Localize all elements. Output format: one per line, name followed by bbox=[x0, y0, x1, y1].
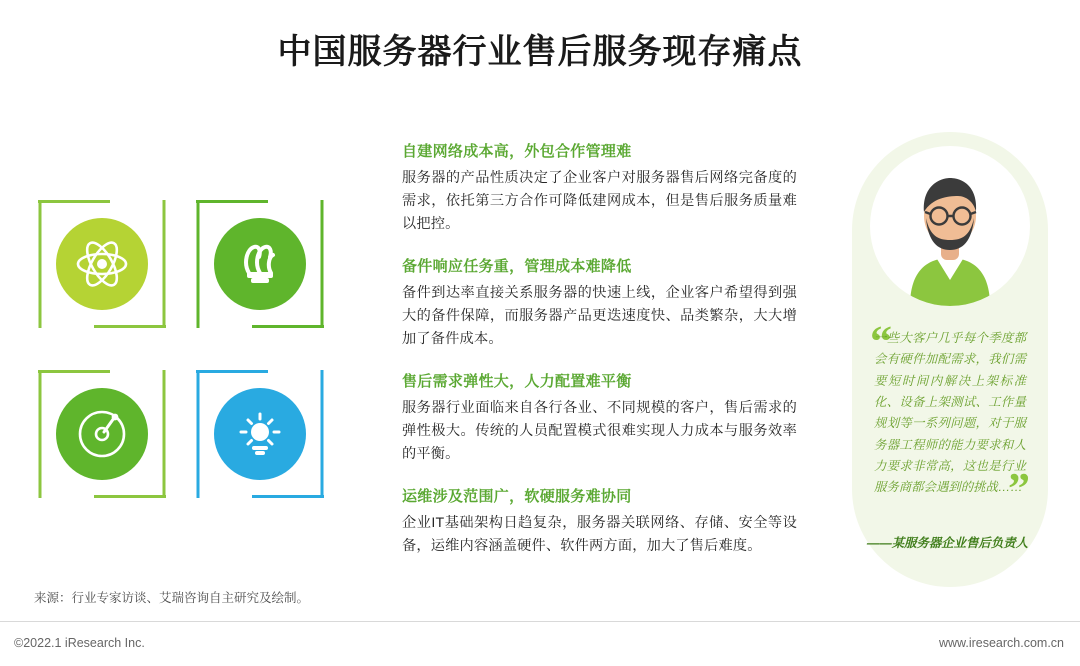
page-title: 中国服务器行业售后服务现存痛点 bbox=[277, 33, 803, 71]
avatar bbox=[870, 146, 1030, 306]
lamp-light-icon bbox=[214, 388, 306, 480]
pain-point-heading: 运维涉及范围广，软硬服务难协同 bbox=[402, 488, 632, 505]
icon-cell-atom bbox=[38, 200, 166, 328]
pain-point-heading: 备件响应任务重，管理成本难降低 bbox=[402, 258, 632, 275]
icon-cell-disk bbox=[38, 370, 166, 498]
quote-panel bbox=[852, 132, 1048, 587]
pain-point-body: 服务器行业面临来自各行各业、不同规模的客户，售后需求的弹性极大。传统的人员配置模式很难实现人力成本与服务效率的平衡。 bbox=[402, 400, 797, 462]
quote-text: 一些大客户几乎每个季度都会有硬件加配需求，我们需要短时间内解决上架标准化、设备上架测试、工作量规划等一系列问题，对于服务器工程师的能力要求和人力要求非常高，这也是行业服务商都会遇到的挑战…… bbox=[874, 331, 1026, 495]
footer-website: www.iresearch.com.cn bbox=[938, 636, 1064, 650]
pain-point-body: 服务器的产品性质决定了企业客户对服务器售后网络完备度的需求，依托第三方合作可降低建网成本，但是售后服务质量难以把控。 bbox=[402, 170, 797, 232]
pain-point-item bbox=[402, 485, 797, 558]
pain-point-body: 企业IT基础架构日趋复杂，服务器关联网络、存储、安全等设备，运维内容涵盖硬件、软件两方面，加大了售后难度。 bbox=[402, 515, 797, 554]
disk-platter-icon bbox=[56, 388, 148, 480]
icon-cell-lightbulb bbox=[196, 200, 324, 328]
source-note: 来源：行业专家访谈、艾瑞咨询自主研究及绘制。 bbox=[34, 591, 310, 605]
quote-author: ——某服务器企业售后负责人 bbox=[866, 536, 1028, 550]
pain-point-item bbox=[402, 255, 797, 351]
pain-point-item bbox=[402, 140, 797, 236]
quote-close-icon: ” bbox=[1008, 464, 1030, 513]
pain-point-heading: 售后需求弹性大，人力配置难平衡 bbox=[402, 373, 632, 390]
footer-copyright: ©2022.1 iResearch Inc. bbox=[14, 636, 145, 650]
pain-point-list bbox=[402, 140, 797, 558]
icon-cell-lamp bbox=[196, 370, 324, 498]
quote-open-icon: “ bbox=[870, 317, 892, 366]
pain-point-heading: 自建网络成本高，外包合作管理难 bbox=[402, 143, 632, 160]
pain-point-item bbox=[402, 370, 797, 466]
lightbulb-cfl-icon bbox=[214, 218, 306, 310]
atom-icon bbox=[56, 218, 148, 310]
icon-grid bbox=[38, 200, 328, 510]
footer-divider bbox=[0, 621, 1080, 622]
pain-point-body: 备件到达率直接关系服务器的快速上线，企业客户希望得到强大的备件保障，而服务器产品更迭速度快、品类繁杂，大大增加了备件成本。 bbox=[402, 285, 797, 347]
